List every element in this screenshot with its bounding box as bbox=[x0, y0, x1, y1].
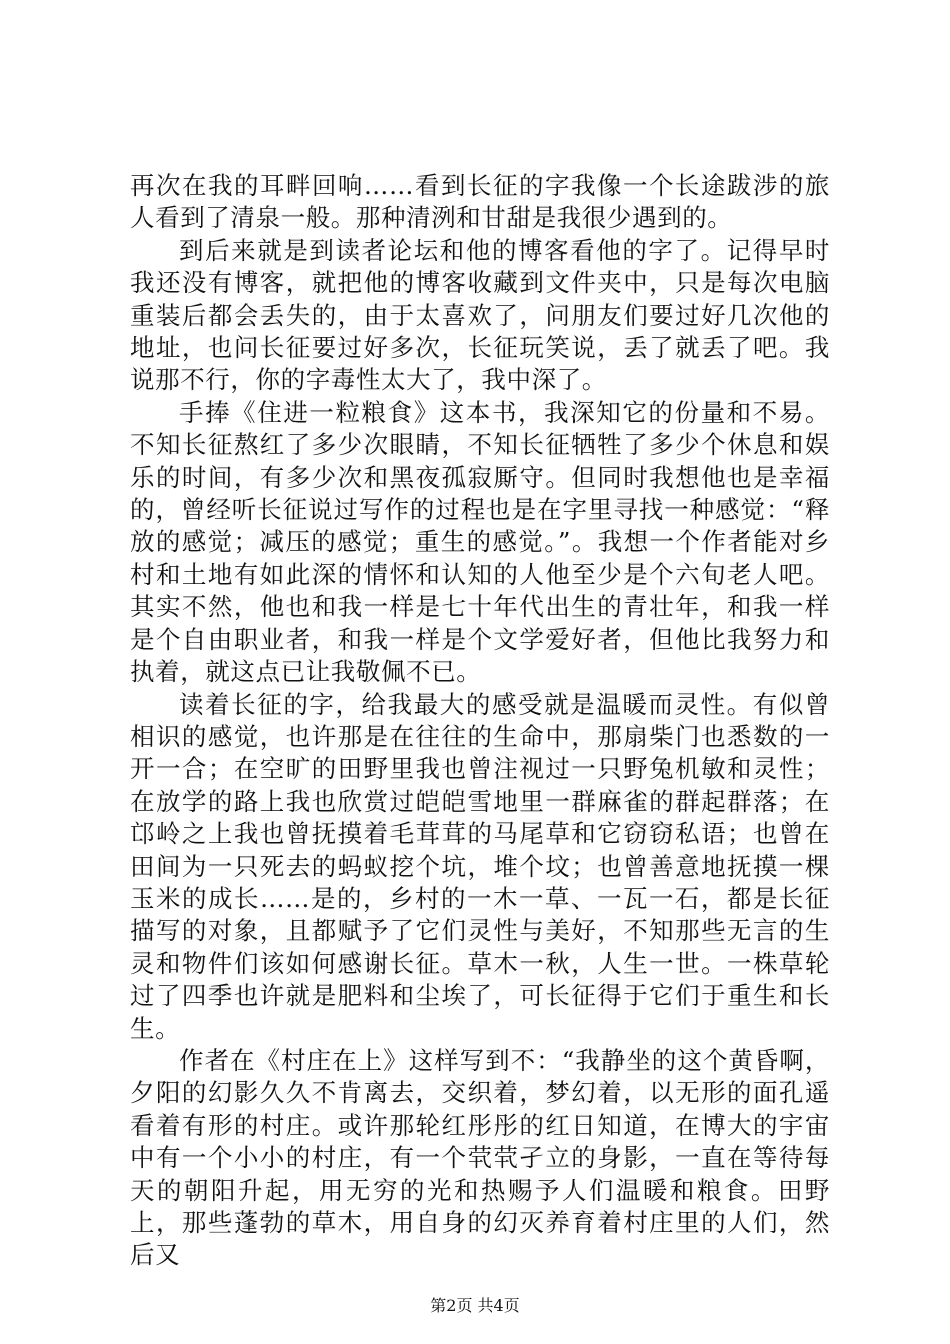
page-number-footer: 第2页 共4页 bbox=[430, 1296, 520, 1315]
paragraph-4: 读着长征的字，给我最大的感受就是温暖而灵性。有似曾相识的感觉，也许那是在往往的生命中，那扇柴门也悉数的一开一合；在空旷的田野里我也曾注视过一只野兔机敏和灵性；在放学的路上我也欣赏过皑皑雪地里一群麻雀的群起群落；在邙岭之上我也曾抚摸着毛茸茸的马尾草和它窃窃私语；也曾在田间为一只死去的蚂蚁挖个坑，堆个坟；也曾善意地抚摸一棵玉米的成长……是的，乡村的一木一草、一瓦一石，都是长征描写的对象，且都赋予了它们灵性与美好，不知那些无言的生灵和物件们该如何感谢长征。草木一秋，人生一世。一株草轮过了四季也许就是肥料和尘埃了，可长征得于它们于重生和长生。 bbox=[130, 689, 830, 1043]
paragraph-5: 作者在《村庄在上》这样写到不：“我静坐的这个黄昏啊，夕阳的幻影久久不肯离去，交织着，梦幻着，以无形的面孔遥看着有形的村庄。或许那轮红彤彤的红日知道，在博大的宇宙中有一个小小的村庄，有一个茕茕孑立的身影，一直在等待每天的朝阳升起，用无穷的光和热赐予人们温暖和粮食。田野上，那些蓬勃的草木，用自身的幻灭养育着村庄里的人们，然后又 bbox=[130, 1045, 830, 1270]
paragraph-1: 再次在我的耳畔回响……看到长征的字我像一个长途跋涉的旅人看到了清泉一般。那种清洌和甘甜是我很少遇到的。 bbox=[130, 171, 830, 233]
paragraph-3: 手捧《住进一粒粮食》这本书，我深知它的份量和不易。不知长征熬红了多少次眼睛，不知长征牺牲了多少个休息和娱乐的时间，有多少次和黑夜孤寂厮守。但同时我想他也是幸福的，曾经听长征说过写作的过程也是在字里寻找一种感觉：“释放的感觉；减压的感觉；重生的感觉。”。我想一个作者能对乡村和土地有如此深的情怀和认知的人他至少是个六旬老人吧。其实不然，他也和我一样是七十年代出生的青壮年，和我一样是个自由职业者，和我一样是个文学爱好者，但他比我努力和执着，就这点已让我敬佩不已。 bbox=[130, 397, 830, 687]
paragraph-2: 到后来就是到读者论坛和他的博客看他的字了。记得早时我还没有博客，就把他的博客收藏到文件夹中，只是每次电脑重装后都会丢失的，由于太喜欢了，问朋友们要过好几次他的地址，也问长征要过好多次，长征玩笑说，丢了就丢了吧。我说那不行，你的字毒性太大了，我中深了。 bbox=[130, 235, 830, 395]
document-body bbox=[130, 170, 830, 1272]
